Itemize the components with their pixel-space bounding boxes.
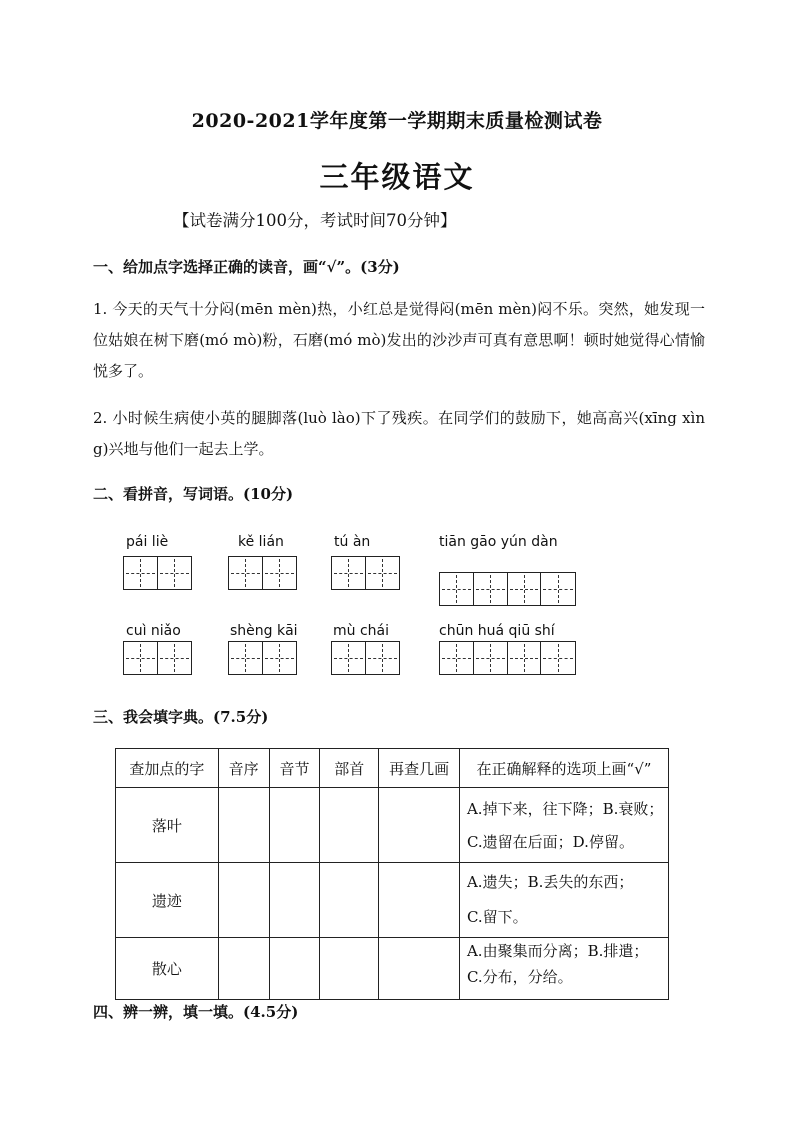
explanation-line: A.由聚集而分离；B.排遣； — [466, 942, 649, 960]
explanation-line: C.遗留在后面；D.停留。 — [466, 833, 634, 851]
section1-paragraph-2: 2. 小时候生病使小英的腿脚落(luò lào)下了残疾。在同学们的鼓励下，她高高兴(xīng xìng)兴地与他们一起去上学。 — [93, 409, 705, 458]
answer-cell[interactable] — [379, 938, 460, 1000]
explanation-line: A.掉下来，往下降；B.衰败； — [466, 800, 664, 818]
explanation-line: C.分布，分给。 — [466, 968, 573, 986]
pinyin-label: chūn huá qiū shí — [439, 623, 555, 639]
answer-cell[interactable] — [269, 938, 320, 1000]
table-row — [116, 788, 669, 863]
pinyin-label: mù chái — [333, 623, 389, 639]
column-header: 查加点的字 — [116, 749, 219, 788]
table-header-row — [116, 749, 669, 788]
section1-paragraph-1: 1. 今天的天气十分闷(mēn mèn)热，小红总是觉得闷(mēn mèn)闷不乐。突然，她发现一位姑娘在树下磨(mó mò)粉，石磨(mó mò)发出的沙沙声可真有意思啊！顿时她觉得心情愉悦多了。 — [93, 300, 705, 380]
section2-heading: 二、看拼音，写词语。(10分) — [93, 485, 294, 503]
subject-title: 三年级语文 — [319, 160, 475, 194]
pinyin-label: tú àn — [334, 534, 371, 550]
answer-cell[interactable] — [379, 863, 460, 938]
writing-grid[interactable] — [228, 556, 297, 590]
exam-title: 2020-2021学年度第一学期期末质量检测试卷 — [191, 110, 603, 132]
pinyin-label: kě lián — [238, 534, 284, 550]
answer-cell[interactable] — [269, 863, 320, 938]
section3-heading: 三、我会填字典。(7.5分) — [93, 708, 269, 726]
answer-cell[interactable] — [379, 788, 460, 863]
column-header: 音序 — [218, 749, 269, 788]
word-cell: 落叶 — [116, 788, 219, 863]
explanation-line: A.遗失；B.丢失的东西； — [466, 873, 634, 891]
writing-grid[interactable] — [439, 641, 576, 675]
writing-grid[interactable] — [331, 641, 400, 675]
writing-grid[interactable] — [331, 556, 400, 590]
explanation-line: C.留下。 — [466, 908, 528, 926]
pinyin-label: cuì niǎo — [126, 623, 181, 639]
word-cell: 遗迹 — [116, 863, 219, 938]
answer-cell[interactable] — [320, 788, 379, 863]
word-cell: 散心 — [116, 938, 219, 1000]
answer-cell[interactable] — [269, 788, 320, 863]
section4-heading: 四、辨一辨，填一填。(4.5分) — [93, 1003, 299, 1021]
column-header: 再查几画 — [379, 749, 460, 788]
column-header: 在正确解释的选项上画“√” — [459, 749, 668, 788]
answer-cell[interactable] — [218, 938, 269, 1000]
explanation-cell[interactable] — [459, 788, 668, 863]
dictionary-table — [115, 748, 669, 1000]
answer-cell[interactable] — [320, 863, 379, 938]
answer-cell[interactable] — [218, 788, 269, 863]
section1-heading: 一、给加点字选择正确的读音，画“√”。(3分) — [93, 258, 400, 276]
table-row — [116, 863, 669, 938]
writing-grid[interactable] — [123, 641, 192, 675]
pinyin-label: pái liè — [126, 534, 169, 550]
pinyin-label: tiān gāo yún dàn — [439, 534, 558, 550]
pinyin-label: shèng kāi — [230, 623, 298, 639]
exam-note: 【试卷满分100分，考试时间70分钟】 — [173, 211, 457, 230]
writing-grid[interactable] — [123, 556, 192, 590]
explanation-cell[interactable] — [459, 863, 668, 938]
table-row — [116, 938, 669, 1000]
writing-grid[interactable] — [228, 641, 297, 675]
answer-cell[interactable] — [320, 938, 379, 1000]
column-header: 音节 — [269, 749, 320, 788]
writing-grid[interactable] — [439, 572, 576, 606]
explanation-cell[interactable] — [459, 938, 668, 1000]
column-header: 部首 — [320, 749, 379, 788]
answer-cell[interactable] — [218, 863, 269, 938]
